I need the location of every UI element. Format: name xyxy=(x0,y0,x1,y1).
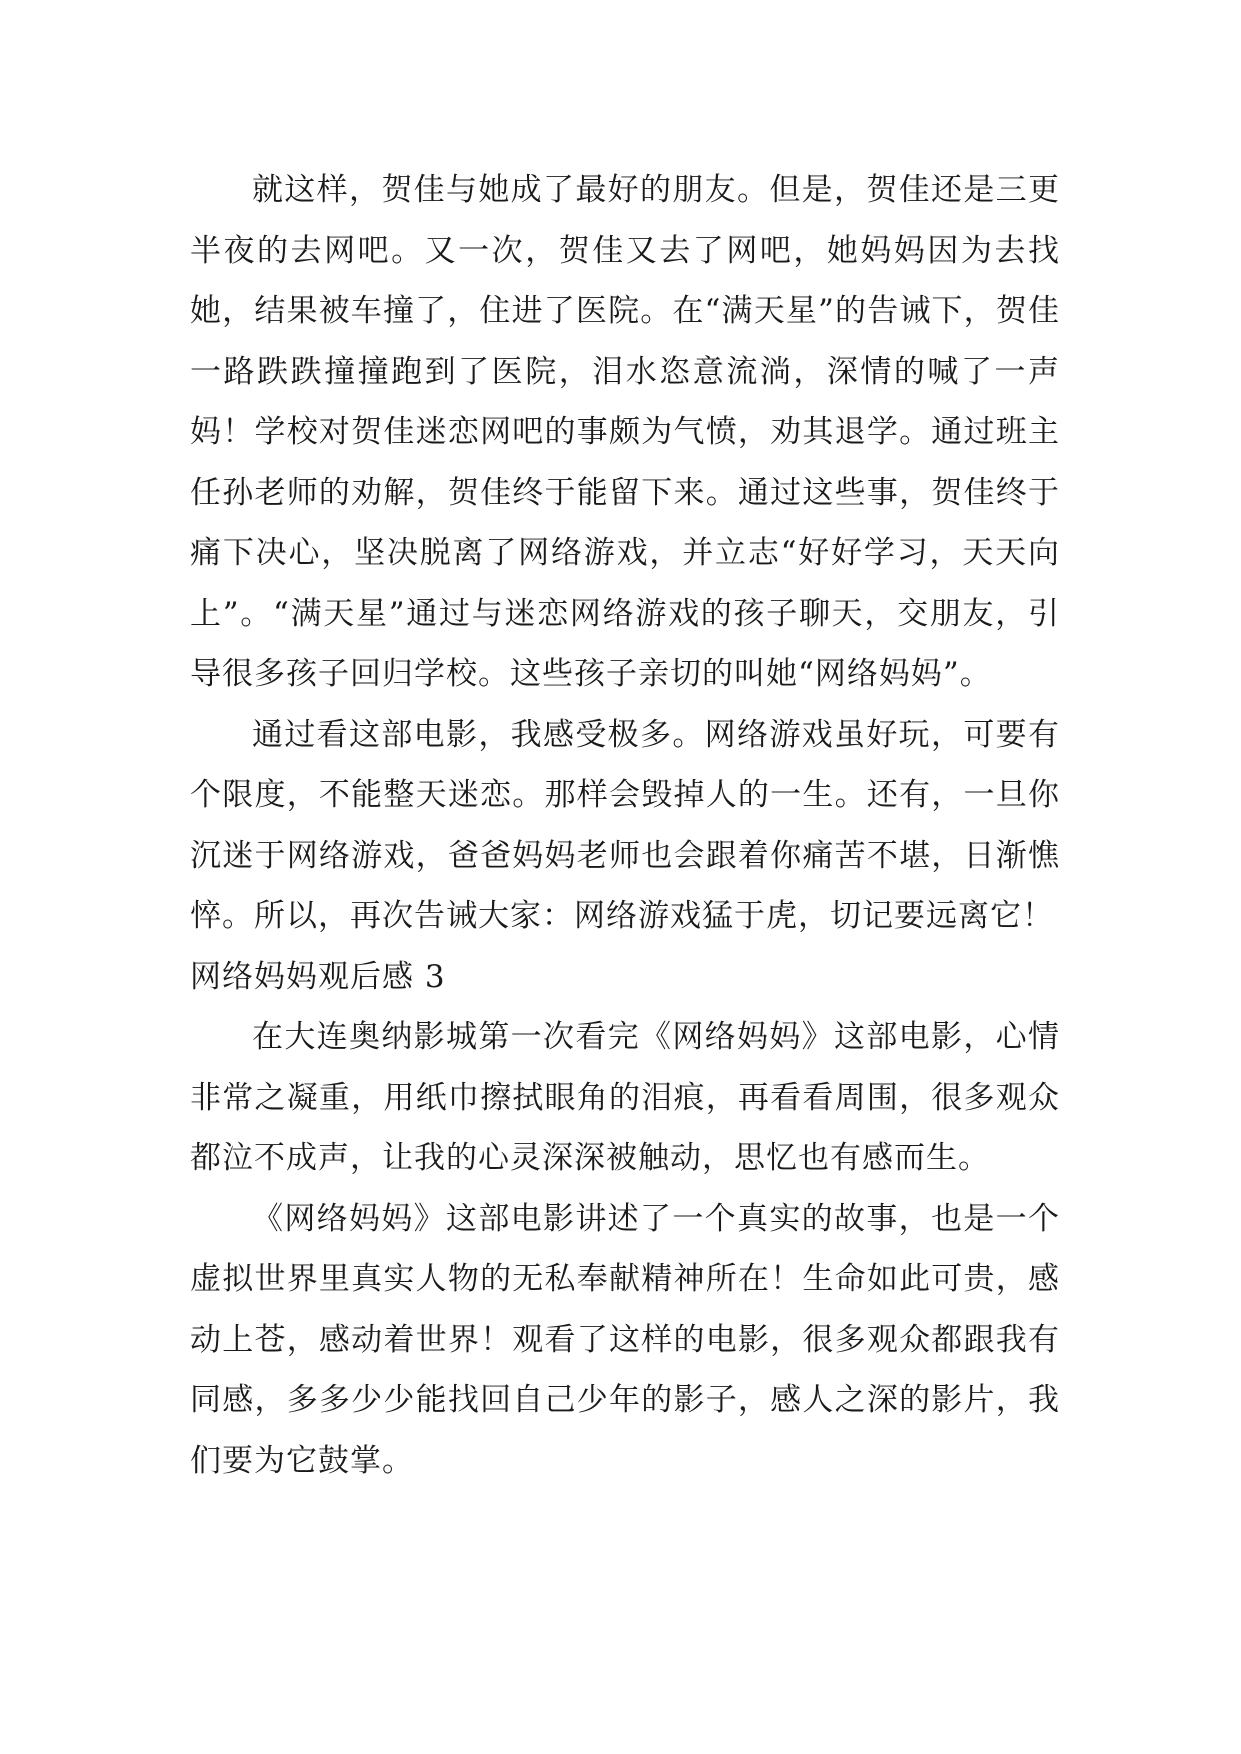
document-page xyxy=(190,160,1060,1491)
paragraph-4: 《网络妈妈》这部电影讲述了一个真实的故事，也是一个虚拟世界里真实人物的无私奉献精神所在！生命如此可贵，感动上苍，感动着世界！观看了这样的电影，很多观众都跟我有同感，多多少少能找回自己少年的影子，感人之深的影片，我们要为它鼓掌。 xyxy=(190,1200,1060,1479)
paragraph-2: 通过看这部电影，我感受极多。网络游戏虽好玩，可要有个限度，不能整天迷恋。那样会毁掉人的一生。还有，一旦你沉迷于网络游戏，爸爸妈妈老师也会跟着你痛苦不堪，日渐憔悴。所以，再次告诫大家：网络游戏猛于虎，切记要远离它！ xyxy=(190,716,1060,934)
section-heading: 网络妈妈观后感 3 xyxy=(190,958,446,995)
paragraph-1: 就这样，贺佳与她成了最好的朋友。但是，贺佳还是三更半夜的去网吧。又一次，贺佳又去了网吧，她妈妈因为去找她，结果被车撞了，住进了医院。在“满天星”的告诫下，贺佳一路跌跌撞撞跑到了医院，泪水恣意流淌，深情的喊了一声妈！学校对贺佳迷恋网吧的事颇为气愤，劝其退学。通过班主任孙老师的劝解，贺佳终于能留下来。通过这些事，贺佳终于痛下决心，坚决脱离了网络游戏，并立志“好好学习，天天向上”。“满天星”通过与迷恋网络游戏的孩子聊天，交朋友，引导很多孩子回归学校。这些孩子亲切的叫她“网络妈妈”。 xyxy=(190,172,1060,692)
paragraph-3: 在大连奥纳影城第一次看完《网络妈妈》这部电影，心情非常之凝重，用纸巾擦拭眼角的泪痕，再看看周围，很多观众都泣不成声，让我的心灵深深被触动，思忆也有感而生。 xyxy=(190,1019,1060,1176)
